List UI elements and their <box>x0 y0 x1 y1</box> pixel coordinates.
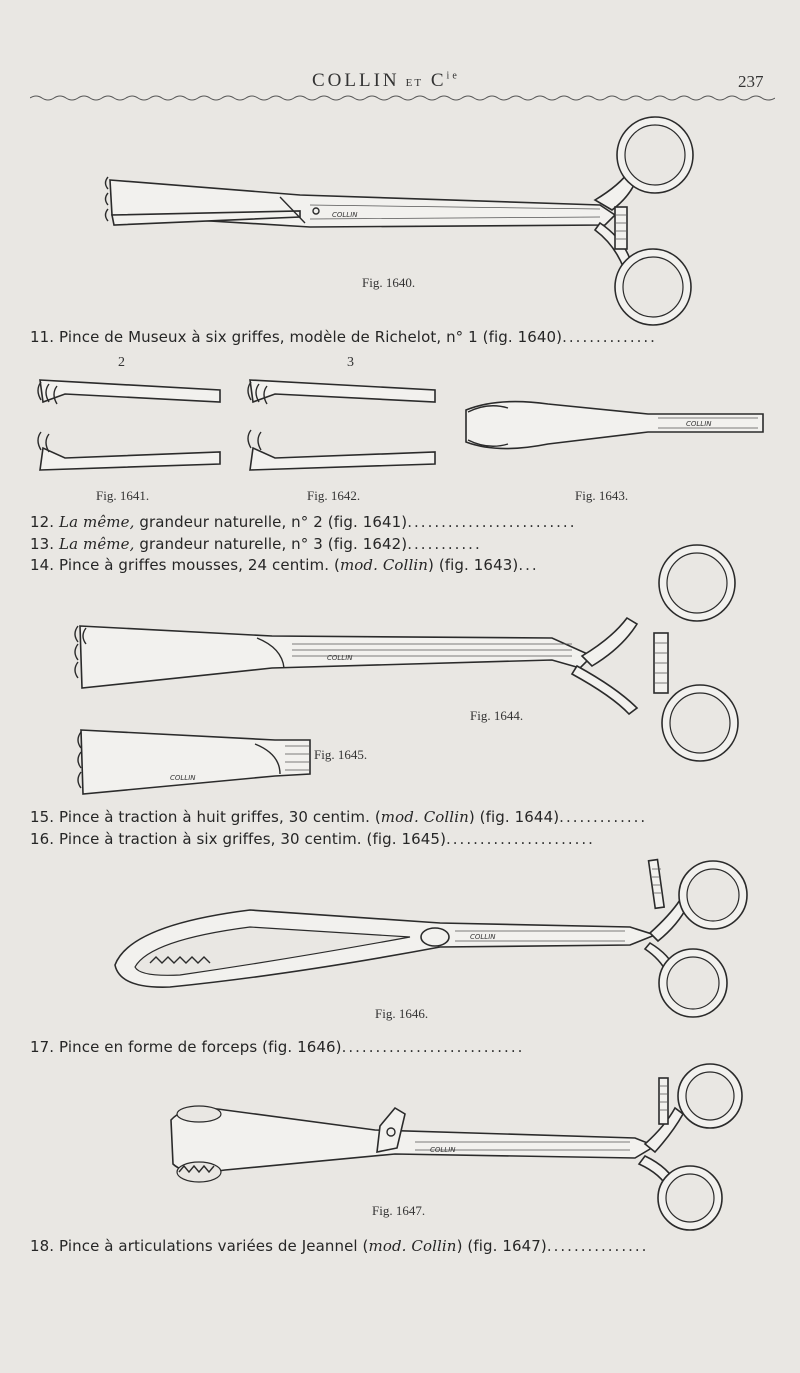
entry-11-leader: .............. <box>562 328 657 346</box>
entry-13-italic: La même, <box>59 535 135 553</box>
entry-15-text-2: ) (fig. 1644) <box>468 808 560 826</box>
caption-fig-1646: Fig. 1646. <box>375 1006 429 1021</box>
size-label-2: 2 <box>118 355 125 370</box>
entry-18-italic: mod. Collin <box>368 1237 457 1255</box>
entry-14-text: Pince à griffes mousses, 24 centim. ( <box>59 556 340 574</box>
caption-fig-1645: Fig. 1645. <box>314 747 368 762</box>
entry-17-number: 17. <box>30 1038 55 1056</box>
forceps-jaws-1642-illustration <box>245 372 440 477</box>
entry-11-number: 11. <box>30 328 55 346</box>
size-label-3: 3 <box>347 355 354 370</box>
entry-12-italic: La même, <box>59 513 135 531</box>
title-et: ET <box>405 77 424 89</box>
page-number: 237 <box>738 72 764 91</box>
entry-15-italic: mod. Collin <box>380 808 469 826</box>
header-wavy-rule <box>30 90 775 104</box>
svg-text:COLLIN: COLLIN <box>327 654 353 662</box>
running-head <box>0 68 800 98</box>
running-title <box>312 70 460 92</box>
entry-14-leader: ... <box>518 556 539 574</box>
entry-11 <box>30 328 750 350</box>
forceps-1640-illustration <box>100 115 710 330</box>
entry-13-leader: ........... <box>407 535 482 553</box>
entry-15-number: 15. <box>30 808 55 826</box>
entry-15-text: Pince à traction à huit griffes, 30 centim. ( <box>59 808 381 826</box>
forceps-jaws-1641-illustration <box>35 372 225 477</box>
caption-fig-1642: Fig. 1642. <box>307 488 361 503</box>
entry-12 <box>30 513 750 535</box>
traction-forceps-1645-illustration <box>75 724 315 799</box>
entry-15-leader: ............. <box>559 808 648 826</box>
forceps-shaped-pince-1646-illustration <box>110 855 750 1005</box>
entry-18-text-2: ) (fig. 1647) <box>456 1237 547 1255</box>
title-main: COLLIN <box>312 70 400 91</box>
entry-13-number: 13. <box>30 535 55 553</box>
entry-16-text: Pince à traction à six griffes, 30 centim. (fig. 1645) <box>59 830 447 848</box>
entry-11-text: Pince de Museux à six griffes, modèle de Richelot, n° 1 (fig. 1640) <box>59 328 563 346</box>
svg-text:COLLIN: COLLIN <box>686 420 712 428</box>
jeannel-forceps-1647-illustration <box>165 1068 750 1233</box>
caption-fig-1644: Fig. 1644. <box>470 708 524 723</box>
entry-12-number: 12. <box>30 513 55 531</box>
entry-17 <box>30 1038 750 1060</box>
forceps-jaws-1643-illustration <box>458 392 768 462</box>
svg-text:COLLIN: COLLIN <box>430 1146 456 1154</box>
entry-18 <box>30 1237 750 1259</box>
title-co: C <box>430 70 447 91</box>
entry-17-leader: ........................... <box>341 1038 525 1056</box>
entry-16-number: 16. <box>30 830 55 848</box>
entry-14-text-2: ) (fig. 1643) <box>428 556 519 574</box>
entry-14-number: 14. <box>30 556 55 574</box>
title-co-sup: ie <box>446 70 460 82</box>
entry-12-text: grandeur naturelle, n° 2 (fig. 1641) <box>134 513 408 531</box>
entry-18-number: 18. <box>30 1237 55 1255</box>
entry-18-text: Pince à articulations variées de Jeannel ( <box>59 1237 369 1255</box>
caption-fig-1643: Fig. 1643. <box>575 488 629 503</box>
entry-16 <box>30 830 750 852</box>
entry-13-text: grandeur naturelle, n° 3 (fig. 1642) <box>134 535 408 553</box>
entry-12-leader: ......................... <box>407 513 577 531</box>
caption-fig-1647: Fig. 1647. <box>372 1203 426 1218</box>
svg-text:COLLIN: COLLIN <box>470 933 496 941</box>
entry-15 <box>30 808 750 830</box>
entry-14-italic: mod. Collin <box>339 556 429 574</box>
svg-text:COLLIN: COLLIN <box>170 774 196 782</box>
svg-text:COLLIN: COLLIN <box>332 211 358 219</box>
entry-17-text: Pince en forme de forceps (fig. 1646) <box>59 1038 342 1056</box>
entry-18-leader: ............... <box>546 1237 649 1255</box>
caption-fig-1640: Fig. 1640. <box>362 275 416 290</box>
caption-fig-1641: Fig. 1641. <box>96 488 150 503</box>
entry-16-leader: ...................... <box>446 830 595 848</box>
